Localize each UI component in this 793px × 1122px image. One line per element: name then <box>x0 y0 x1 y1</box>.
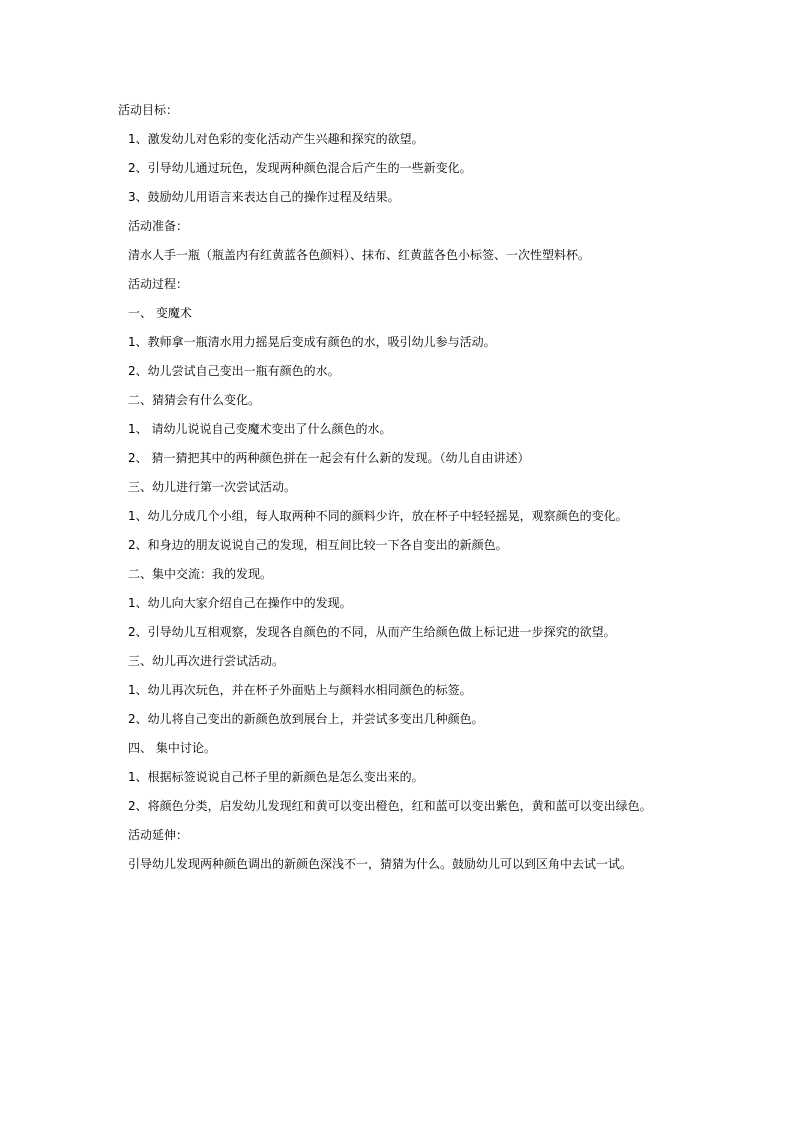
section-4-item-2: 2、引导幼儿互相观察，发现各自颜色的不同，从而产生给颜色做上标记进一步探究的欲望。 <box>128 625 616 639</box>
section-4-title: 二、集中交流：我的发现。 <box>128 567 273 581</box>
section-3-title: 三、幼儿进行第一次尝试活动。 <box>128 480 297 494</box>
heading-preparation: 活动准备： <box>128 219 189 233</box>
goal-item-2: 2、引导幼儿通过玩色，发现两种颜色混合后产生的一些新变化。 <box>128 161 472 175</box>
heading-goals: 活动目标： <box>118 103 179 117</box>
section-1-item-2: 2、幼儿尝试自己变出一瓶有颜色的水。 <box>128 364 340 378</box>
section-3-item-2: 2、和身边的朋友说说自己的发现，相互间比较一下各自变出的新颜色。 <box>128 538 508 552</box>
section-1-item-1: 1、教师拿一瓶清水用力摇晃后变成有颜色的水，吸引幼儿参与活动。 <box>128 335 496 349</box>
document-body <box>118 102 678 885</box>
goal-item-3: 3、鼓励幼儿用语言来表达自己的操作过程及结果。 <box>128 190 400 204</box>
section-2-title: 二、猜猜会有什么变化。 <box>128 393 261 407</box>
section-2-item-2: 2、 猜一猜把其中的两种颜色拼在一起会有什么新的发现。（幼儿自由讲述） <box>128 451 530 465</box>
heading-extension: 活动延伸： <box>128 828 189 842</box>
section-4-item-1: 1、幼儿向大家介绍自己在操作中的发现。 <box>128 596 352 610</box>
section-5-item-2: 2、幼儿将自己变出的新颜色放到展台上，并尝试多变出几种颜色。 <box>128 712 484 726</box>
section-6-title: 四、 集中讨论。 <box>128 741 216 755</box>
extension-text: 引导幼儿发现两种颜色调出的新颜色深浅不一，猜猜为什么。鼓励幼儿可以到区角中去试一试。 <box>128 857 633 871</box>
section-6-item-2: 2、将颜色分类，启发幼儿发现红和黄可以变出橙色，红和蓝可以变出紫色，黄和蓝可以变出绿色。 <box>128 799 652 813</box>
section-5-item-1: 1、幼儿再次玩色，并在杯子外面贴上与颜料水相同颜色的标签。 <box>128 683 472 697</box>
section-2-item-1: 1、 请幼儿说说自己变魔术变出了什么颜色的水。 <box>128 422 392 436</box>
goal-item-1: 1、激发幼儿对色彩的变化活动产生兴趣和探究的欲望。 <box>128 132 424 146</box>
section-3-item-1: 1、幼儿分成几个小组，每人取两种不同的颜料少许，放在杯子中轻轻摇晃，观察颜色的变化。 <box>128 509 628 523</box>
section-1-title: 一、 变魔术 <box>128 306 192 320</box>
section-6-item-1: 1、根据标签说说自己杯子里的新颜色是怎么变出来的。 <box>128 770 424 784</box>
section-5-title: 三、幼儿再次进行尝试活动。 <box>128 654 285 668</box>
heading-process: 活动过程： <box>128 277 189 291</box>
preparation-text: 清水人手一瓶（瓶盖内有红黄蓝各色颜料）、抹布、红黄蓝各色小标签、一次性塑料杯。 <box>128 248 591 262</box>
